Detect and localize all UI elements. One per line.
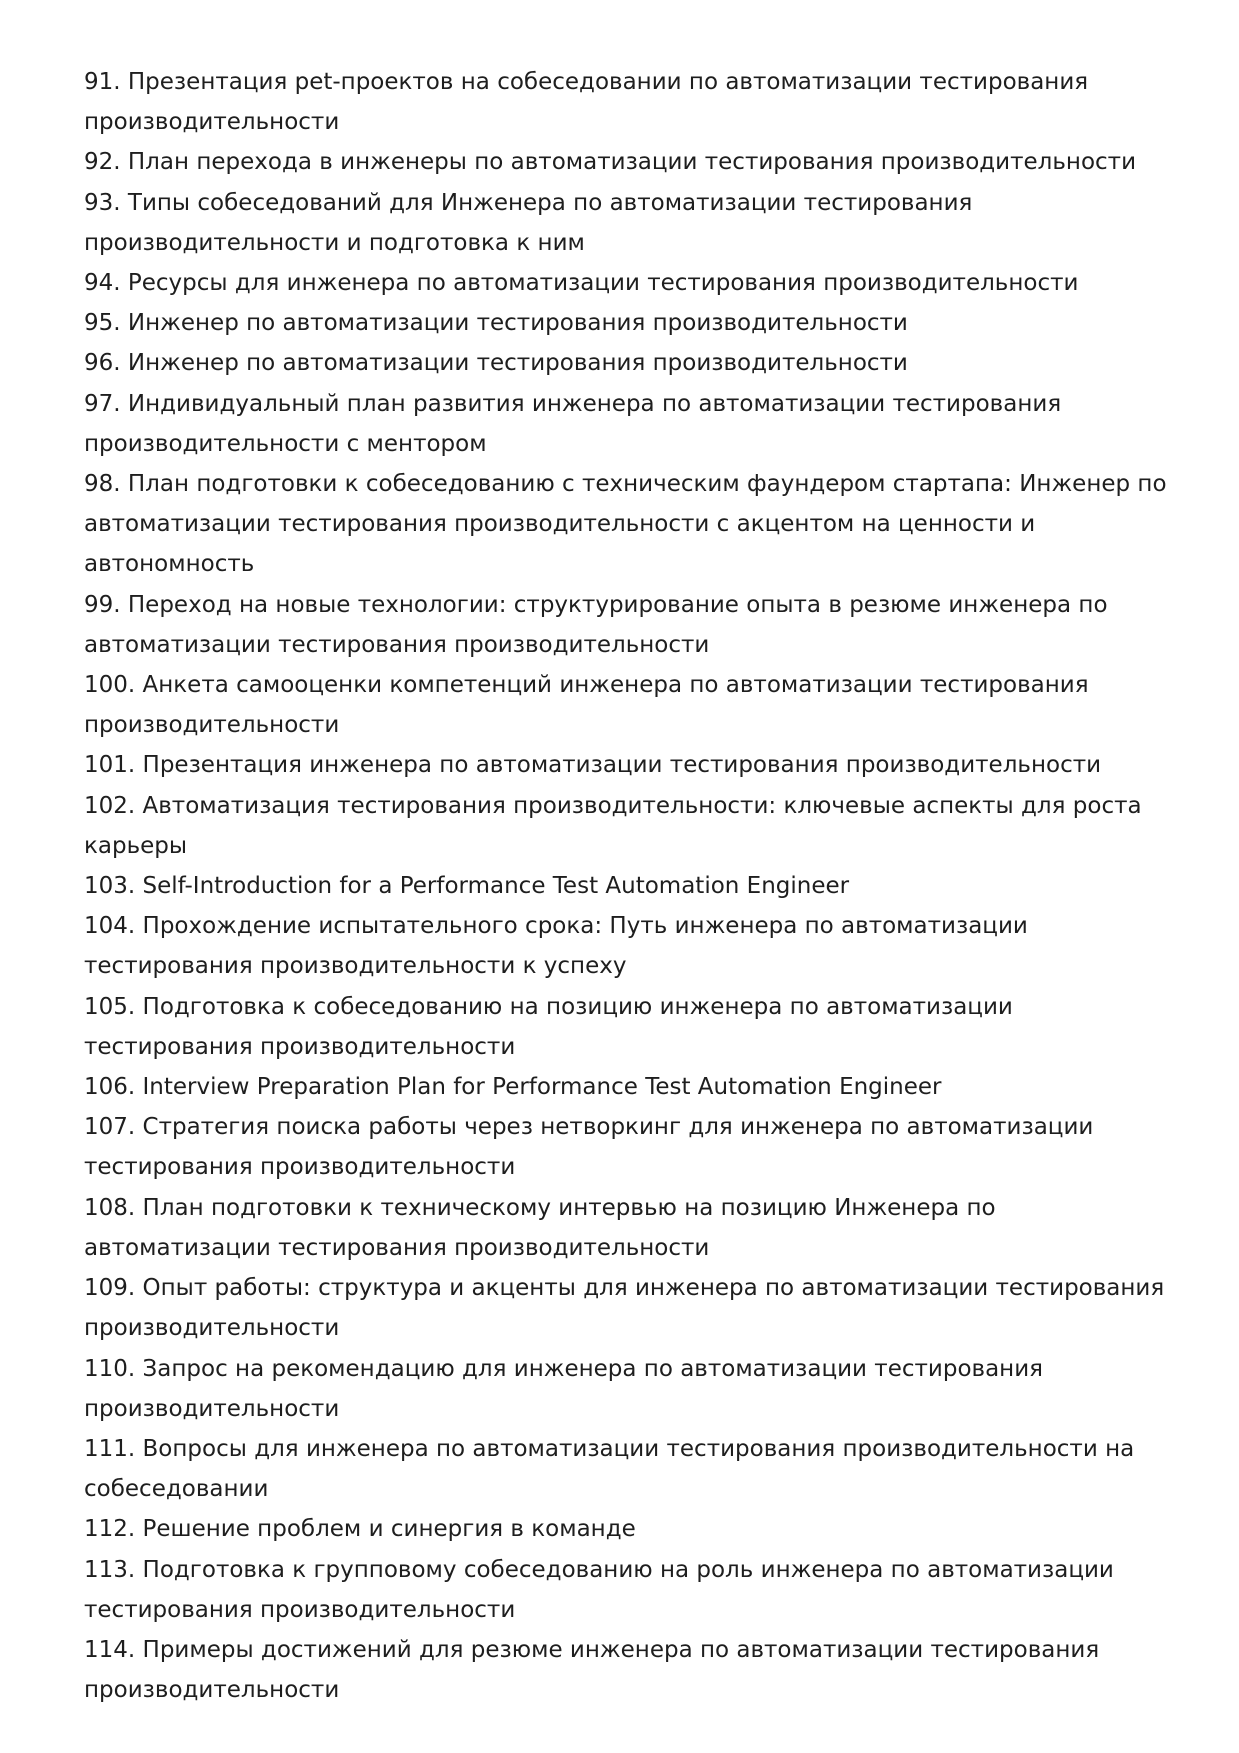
list-item: 111. Вопросы для инженера по автоматизации тестирования производительности на собеседовании [84,1435,1135,1503]
list-item: 104. Прохождение испытательного срока: Путь инженера по автоматизации тестирования производительности к успеху [84,913,1028,980]
list-item: 95. Инженер по автоматизации тестирования производительности [84,310,908,337]
list-item: 105. Подготовка к собеседованию на позицию инженера по автоматизации тестирования производительности [84,993,1013,1060]
list-item: 96. Инженер по автоматизации тестирования производительности [84,350,908,377]
list-item: 92. План перехода в инженеры по автоматизации тестирования производительности [84,149,1137,176]
list-item: 114. Примеры достижений для резюме инженера по автоматизации тестирования производительности [84,1636,1100,1704]
list-item: 97. Индивидуальный план развития инженера по автоматизации тестирования производительности с ментором [84,390,1062,457]
list-item: 99. Переход на новые технологии: структурирование опыта в резюме инженера по автоматизации тестирования производительности [84,591,1108,658]
list-item: 108. План подготовки к техническому интервью на позицию Инженера по автоматизации тестирования производительности [84,1194,996,1261]
list-item: 107. Стратегия поиска работы через нетворкинг для инженера по автоматизации тестирования производительности [84,1114,1094,1181]
list-item: 110. Запрос на рекомендацию для инженера по автоматизации тестирования производительности [84,1355,1043,1422]
list-item: 103. Self-Introduction for a Performance Test Automation Engineer [84,873,850,900]
list-item: 113. Подготовка к групповому собеседованию на роль инженера по автоматизации тестирования производительности [84,1556,1114,1623]
list-item: 106. Interview Preparation Plan for Performance Test Automation Engineer [84,1074,942,1101]
list-item: 112. Решение проблем и синергия в команде [84,1516,636,1543]
list-item: 91. Презентация pet-проектов на собеседовании по автоматизации тестирования производительности [84,69,1089,136]
list-item: 98. План подготовки к собеседованию с техническим фаундером стартапа: Инженер по автоматизации тестирования производительности с акцентом на ценности и автономность [84,471,1167,578]
list-item: 109. Опыт работы: структура и акценты для инженера по автоматизации тестирования производительности [84,1275,1165,1342]
toc-list [84,62,1174,1710]
list-item: 101. Презентация инженера по автоматизации тестирования производительности [84,752,1102,779]
list-item: 94. Ресурсы для инженера по автоматизации тестирования производительности [84,270,1079,297]
list-item: 100. Анкета самооценки компетенций инженера по автоматизации тестирования производительности [84,672,1089,739]
list-item: 102. Автоматизация тестирования производительности: ключевые аспекты для роста карьеры [84,792,1142,859]
list-item: 93. Типы собеседований для Инженера по автоматизации тестирования производительности и подготовка к ним [84,189,973,256]
